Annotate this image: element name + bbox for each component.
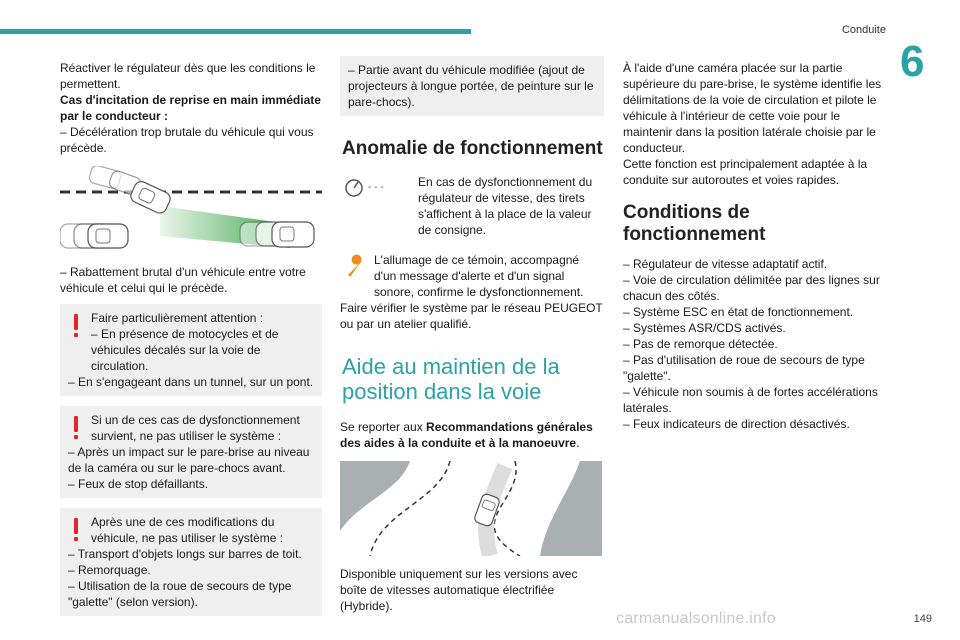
- ref-prefix: Se reporter aux: [340, 420, 427, 434]
- list-item: – Régulateur de vitesse adaptatif actif.: [623, 257, 828, 271]
- warning-icon: [74, 416, 78, 432]
- warning-text: – Remorquage.: [68, 563, 151, 577]
- warning-text: – Après un impact sur le pare-brise au niveau de la caméra ou sur le pare-chocs avant.: [68, 445, 310, 475]
- column-1: [60, 60, 322, 616]
- watermark: carmanualsonline.info: [616, 610, 776, 627]
- paragraph: En cas de dysfonctionnement du régulateur de vitesse, des tirets s'affichent à la place de la valeur de consigne.: [418, 175, 593, 237]
- anomalie-row-2: [340, 252, 604, 332]
- paragraph: Réactiver le régulateur dès que les conditions le permettent.: [60, 61, 316, 91]
- warning-text: Faire particulièrement attention :: [91, 311, 264, 325]
- paragraph: Disponible uniquement sur les versions avec boîte de vitesses automatique électrifiée (Hybride).: [340, 567, 578, 613]
- chapter-number: 6: [900, 37, 925, 86]
- warning-icon: [74, 314, 78, 330]
- bold-heading: Cas d'incitation de reprise en main immédiate par le conducteur :: [60, 93, 321, 123]
- warning-text: Si un de ces cas de dysfonctionnement survient, ne pas utiliser le système :: [91, 413, 300, 443]
- column-2: [340, 56, 604, 614]
- list-item: – Décélération trop brutale du véhicule qui vous précède.: [60, 125, 314, 155]
- warning-text: – Feux de stop défaillants.: [68, 477, 209, 491]
- page-number: 149: [913, 613, 932, 625]
- warning-text: – En s'engageant dans un tunnel, sur un pont.: [68, 375, 314, 389]
- reference-paragraph: [340, 419, 604, 451]
- wrench-warning-icon: [342, 252, 372, 282]
- column-3: [623, 60, 887, 432]
- warning-text: – Utilisation de la roue de secours de type "galette" (selon version).: [68, 579, 292, 609]
- list-item: – Pas de remorque détectée.: [623, 337, 778, 351]
- warning-box: [60, 508, 322, 616]
- paragraph: À l'aide d'une caméra placée sur la partie supérieure du pare-brise, le système identifie les délimitations de la voie de circulation et pilote le véhicule à l'intérieur de cette voie pour le maintenir dans la position latérale choisie par le conducteur.: [623, 61, 882, 155]
- paragraph: – Rabattement brutal d'un véhicule entre votre véhicule et celui qui le précède.: [60, 265, 306, 295]
- heading-aide-maintien: Aide au maintien de la position dans la voie: [342, 354, 560, 404]
- paragraph: Faire vérifier le système par le réseau PEUGEOT ou par un atelier qualifié.: [340, 301, 603, 331]
- list-item: – Pas d'utilisation de roue de secours de type "galette".: [623, 353, 865, 383]
- section-title: Conduite: [841, 24, 886, 36]
- conditions-list: [623, 256, 887, 432]
- warning-text: – Transport d'objets longs sur barres de toit.: [68, 547, 302, 561]
- list-item: – Voie de circulation délimitée par des lignes sur chacun des côtés.: [623, 273, 880, 303]
- info-box: [340, 56, 604, 116]
- list-item: – Feux indicateurs de direction désactivés.: [623, 417, 850, 431]
- box-text: – Partie avant du véhicule modifiée (ajout de projecteurs à longue portée, de peinture sur le pare-chocs).: [348, 63, 594, 109]
- speed-regulator-dashes-icon: [342, 176, 406, 198]
- illustration-lane-keeping: [340, 461, 602, 556]
- paragraph: L'allumage de ce témoin, accompagné d'un message d'alerte et d'un signal sonore, confirme le dysfonctionnement.: [374, 253, 584, 299]
- list-item: – Systèmes ASR/CDS activés.: [623, 321, 786, 335]
- warning-box: [60, 304, 322, 396]
- heading-conditions: Conditions de fonctionnement: [623, 202, 766, 245]
- ref-suffix: .: [576, 436, 580, 450]
- ref-link-text: Recommandations générales des aides à la conduite et à la manoeuvre: [340, 420, 593, 450]
- list-item: – Véhicule non soumis à de fortes accélérations latérales.: [623, 385, 878, 415]
- heading-anomalie: Anomalie de fonctionnement: [342, 138, 603, 159]
- header-accent-bar: [0, 29, 471, 34]
- warning-icon: [74, 518, 78, 534]
- anomalie-row-1: [340, 174, 604, 238]
- warning-text: – En présence de motocycles et de véhicules décalés sur la voie de circulation.: [91, 327, 279, 373]
- list-item: – Système ESC en état de fonctionnement.: [623, 305, 854, 319]
- illustration-cut-in: [60, 166, 322, 254]
- warning-text: Après une de ces modifications du véhicule, ne pas utiliser le système :: [91, 515, 284, 545]
- warning-box: [60, 406, 322, 498]
- paragraph: Cette fonction est principalement adaptée à la conduite sur autoroutes et voies rapides.: [623, 157, 868, 187]
- dash-icon-text: - - -: [368, 182, 384, 193]
